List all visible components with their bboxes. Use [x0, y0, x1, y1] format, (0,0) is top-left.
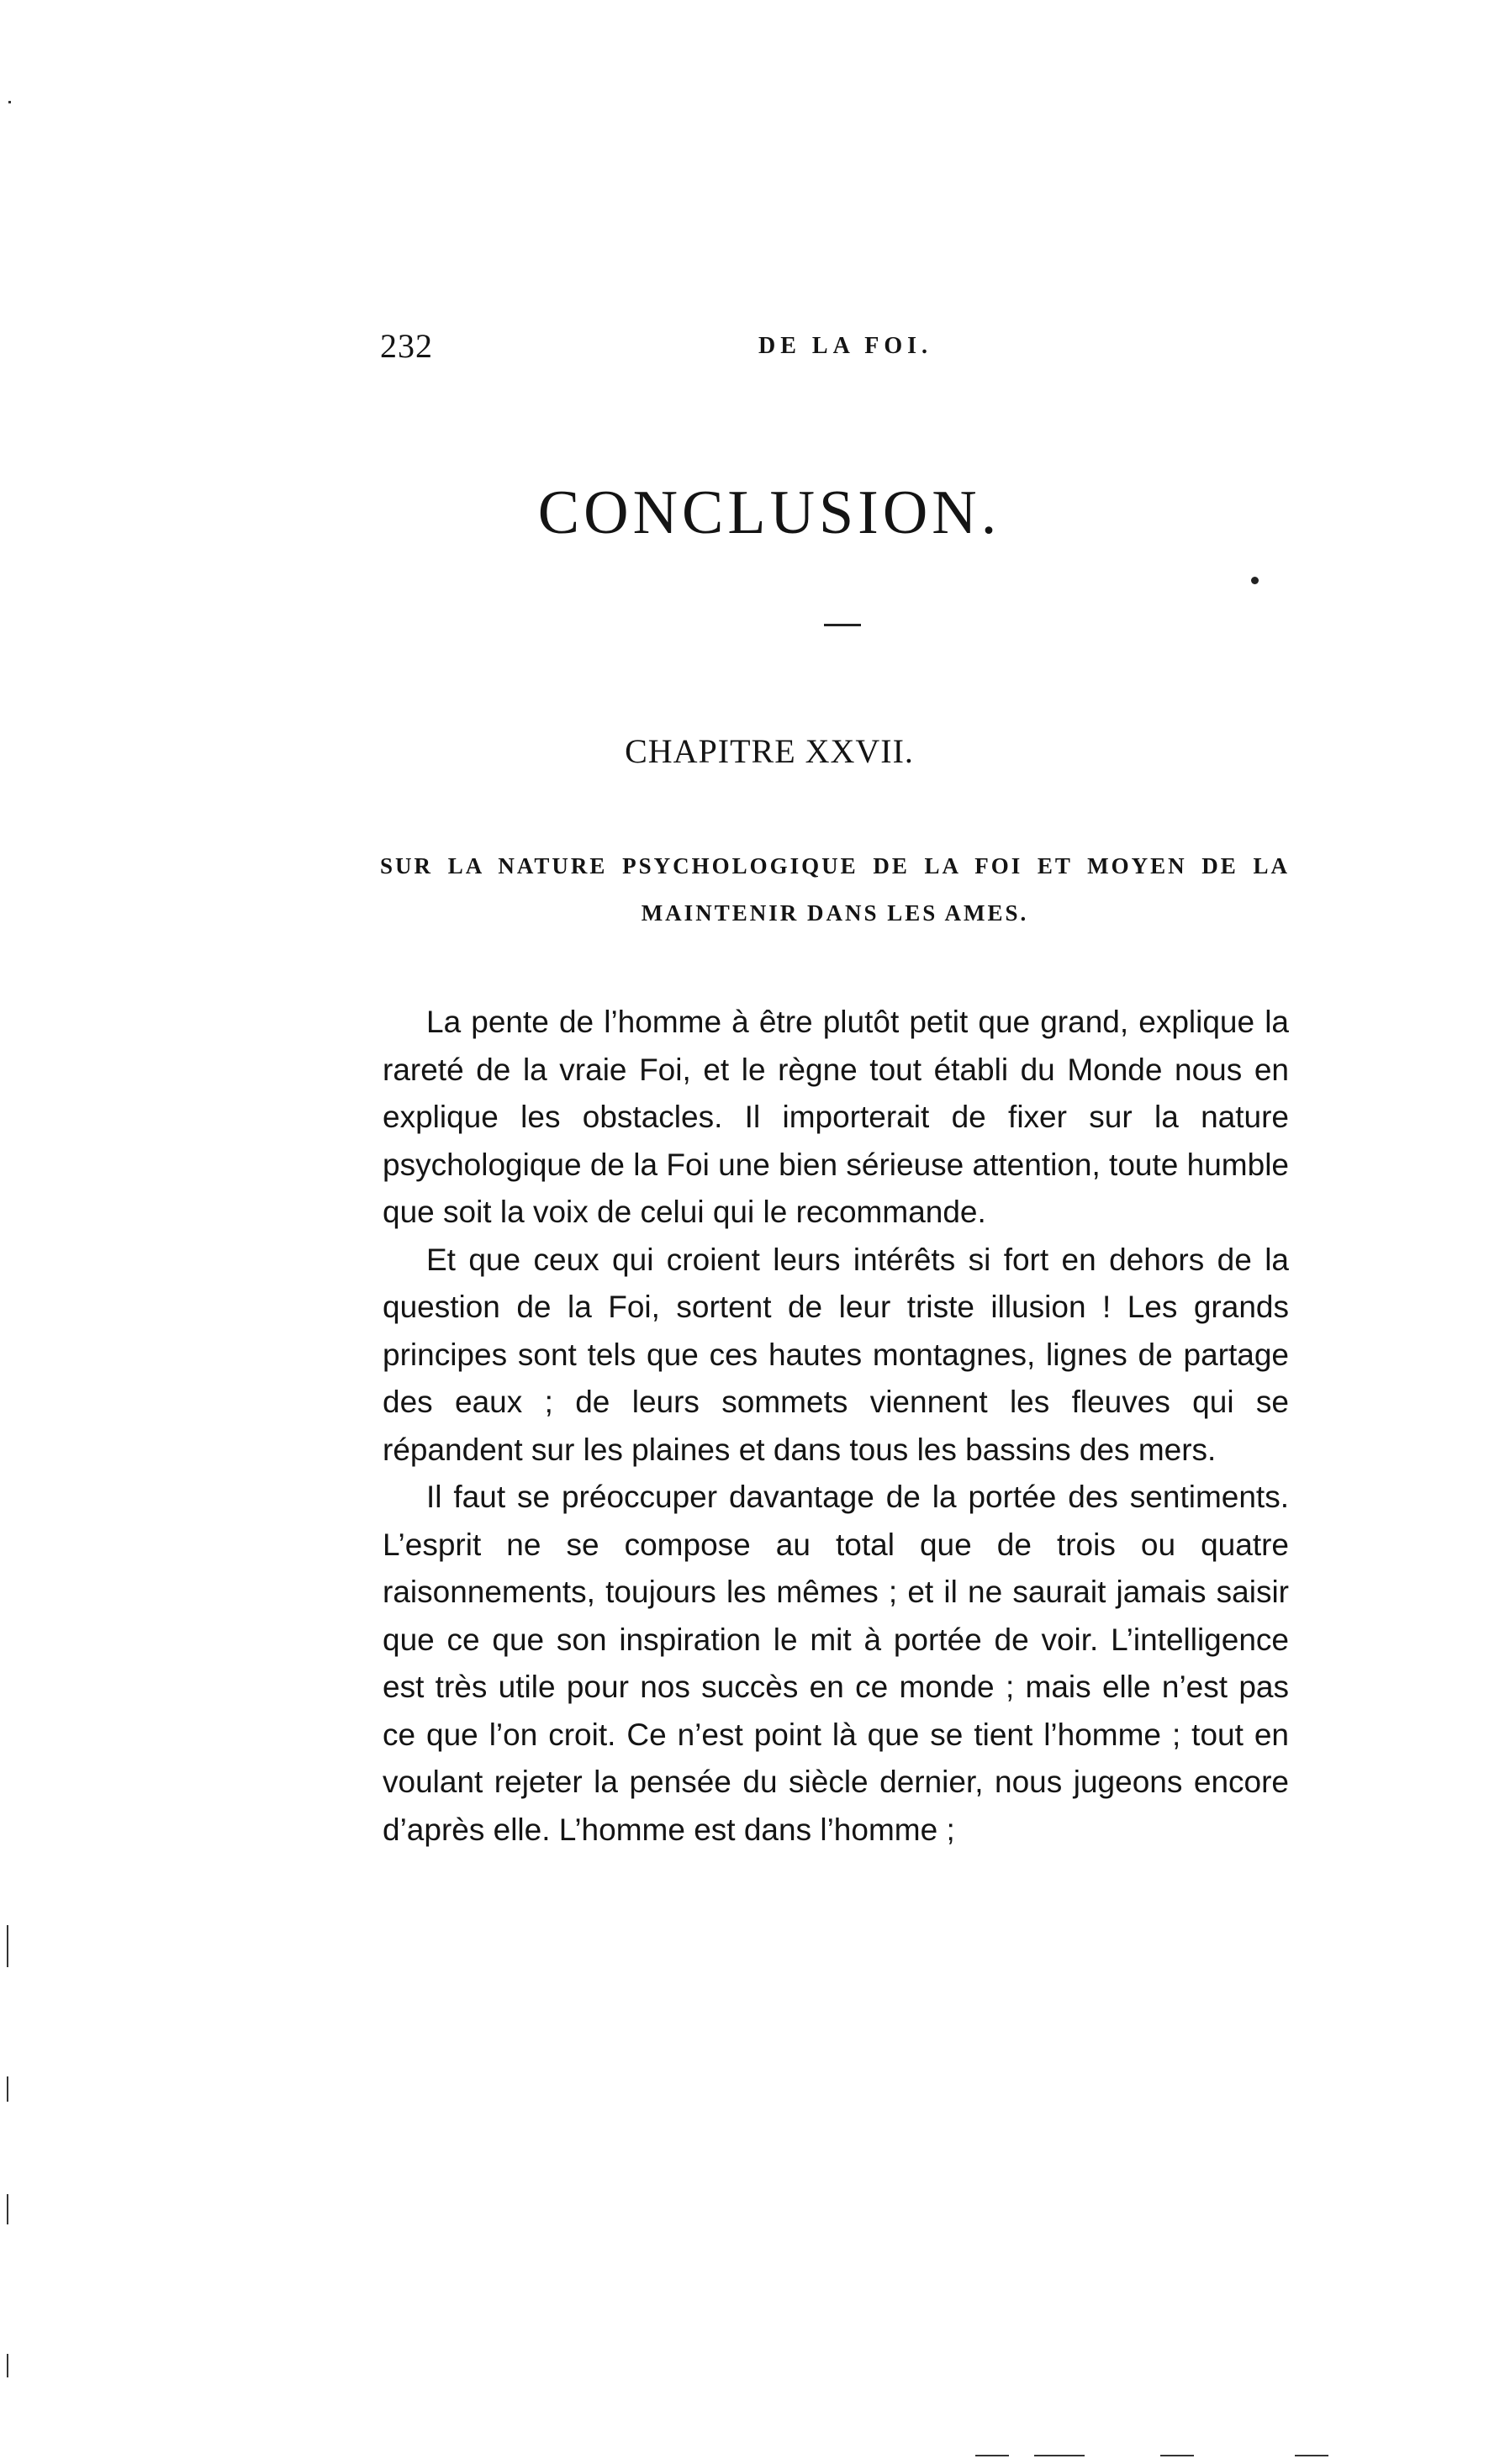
- paragraph: Il faut se préoccuper davantage de la portée des sentiments. L’esprit ne se compose au total que de trois ou quatre raisonnements, toujours les mêmes ; et il ne saurait jamais saisir que ce que son inspiration le mit à portée de voir. L’intelligence est très utile pour nos succès en ce monde ; mais elle n’est pas ce que l’on croit. Ce n’est point là que se tient l’homme ; tout en voulant rejeter la pensée du siècle dernier, nous jugeons encore d’après elle. L’homme est dans l’homme ;: [383, 1480, 1289, 1847]
- page-number: 232: [380, 327, 433, 365]
- scan-artifact: [1034, 2455, 1085, 2456]
- scan-artifact: [1295, 2455, 1328, 2456]
- scan-artifact: [7, 2076, 8, 2102]
- paragraph: La pente de l’homme à être plutôt petit que grand, explique la rareté de la vraie Foi, et le règne tout établi du Monde nous en explique les obstacles. Il importerait de fixer sur la nature psychologique de la Foi une bien sérieuse attention, toute humble que soit la voix de celui qui le recommande.: [383, 1005, 1289, 1229]
- ink-dot: [1251, 577, 1259, 584]
- body-text: [383, 999, 1289, 1854]
- scan-artifact: [7, 2354, 8, 2377]
- scan-artifact: [1160, 2455, 1194, 2456]
- title-rule: [824, 624, 861, 626]
- running-header: [380, 326, 1271, 377]
- running-title: DE LA FOI.: [758, 333, 933, 359]
- section-title: CONCLUSION.: [537, 478, 1001, 547]
- chapter-subtitle: [380, 842, 1290, 937]
- scan-artifact: [7, 1925, 8, 1967]
- scan-artifact: [8, 101, 11, 103]
- subtitle-line-1: SUR LA NATURE PSYCHOLOGIQUE DE LA FOI ET MOYEN DE LA: [380, 853, 1290, 878]
- subtitle-line-2: MAINTENIR DANS LES AMES.: [641, 900, 1029, 926]
- chapter-heading: CHAPITRE XXVII.: [625, 732, 914, 770]
- paragraph: Et que ceux qui croient leurs intérêts si fort en dehors de la question de la Foi, sortent de leur triste illusion ! Les grands principes sont tels que ces hautes montagnes, lignes de partage des eaux ; de leurs sommets viennent les fleuves qui se répandent sur les plaines et dans tous les bassins des mers.: [383, 1242, 1289, 1467]
- scan-artifact: [7, 2194, 8, 2224]
- scan-artifact: [975, 2455, 1009, 2456]
